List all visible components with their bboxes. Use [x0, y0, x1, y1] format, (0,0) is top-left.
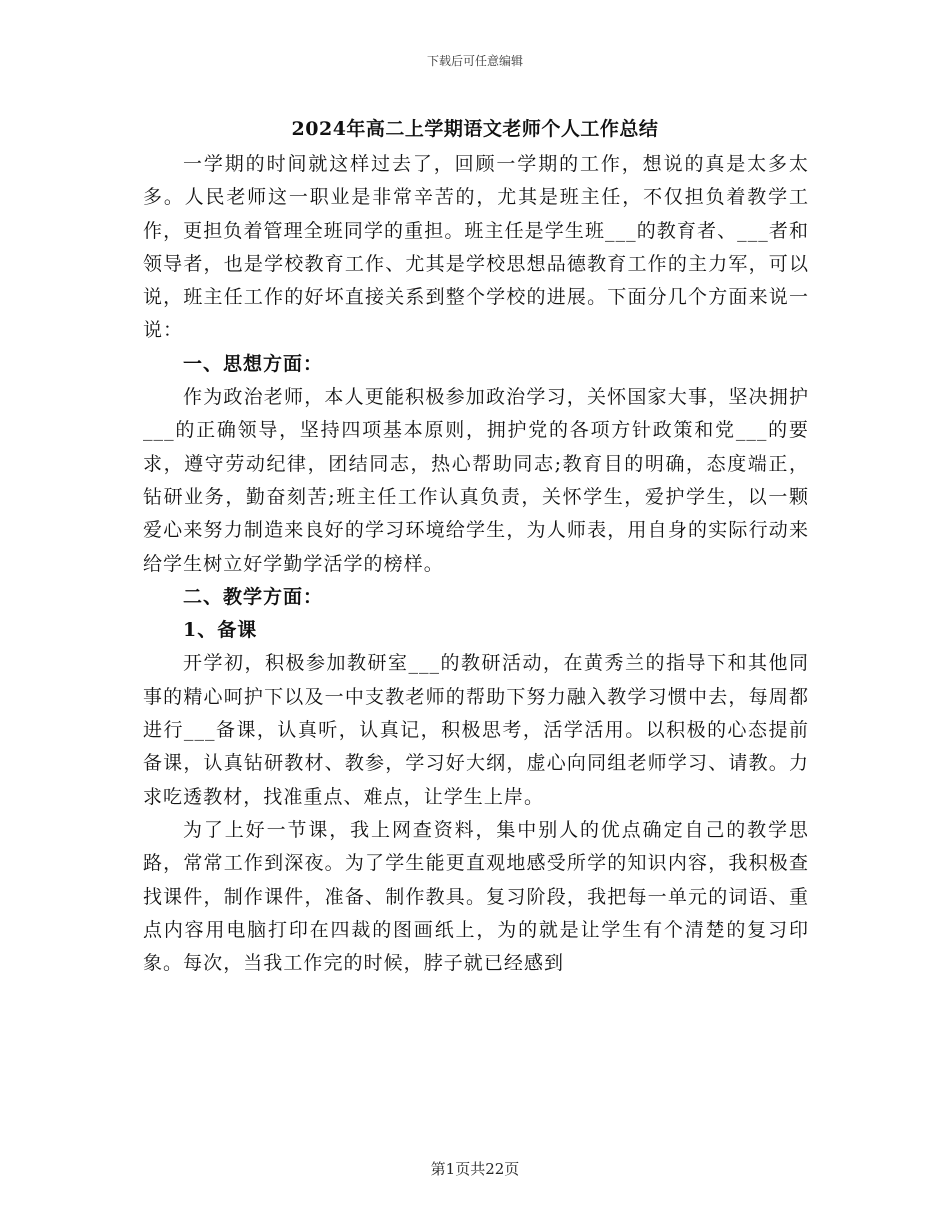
heading-thought: 一、思想方面：	[183, 352, 324, 375]
document-body	[143, 148, 809, 980]
paragraph-intro: 一学期的时间就这样过去了，回顾一学期的工作，想说的真是太多太多。人民老师这一职业是非常辛苦的，尤其是班主任，不仅担负着教学工作，更担负着管理全班同学的重担。班主任是学生班___的教育者、___者和领导者，也是学校教育工作、尤其是学校思想品德教育工作的主力军，可以说，班主任工作的好坏直接关系到整个学校的进展。下面分几个方面来说一说：	[143, 153, 809, 342]
paragraph-lesson-prep: 开学初，积极参加教研室___的教研活动，在黄秀兰的指导下和其他同事的精心呵护下以及一中支教老师的帮助下努力融入教学习惯中去，每周都进行___备课，认真听，认真记，积极思考，活学活用。以积极的心态提前备课，认真钻研教材、教参，学习好大纲，虚心向同组老师学习、请教。力求吃透教材，找准重点、难点，让学生上岸。	[143, 652, 809, 808]
subheading-lesson-prep: 1、备课	[183, 619, 258, 642]
page-footer: 第1页共22页	[430, 1160, 520, 1178]
paragraph-lesson-effort: 为了上好一节课，我上网查资料，集中别人的优点确定自己的教学思路，常常工作到深夜。为了学生能更直观地感受所学的知识内容，我积极查找课件，制作课件，准备、制作教具。复习阶段，我把每一单元的词语、重点内容用电脑打印在四裁的图画纸上，为的就是让学生有个清楚的复习印象。每次，当我工作完的时候，脖子就已经感到	[143, 818, 809, 975]
heading-teaching: 二、教学方面：	[183, 585, 324, 608]
document-title: 2024年高二上学期语文老师个人工作总结	[291, 118, 659, 140]
paragraph-thought: 作为政治老师，本人更能积极参加政治学习，关怀国家大事，坚决拥护___的正确领导，坚持四项基本原则，拥护党的各项方针政策和党___的要求，遵守劳动纪律，团结同志，热心帮助同志;教育目的明确，态度端正，钻研业务，勤奋刻苦;班主任工作认真负责，关怀学生，爱护学生，以一颗爱心来努力制造来良好的学习环境给学生，为人师表，用自身的实际行动来给学生树立好学勤学活学的榜样。	[143, 386, 809, 575]
header-note: 下载后可任意编辑	[426, 54, 523, 68]
